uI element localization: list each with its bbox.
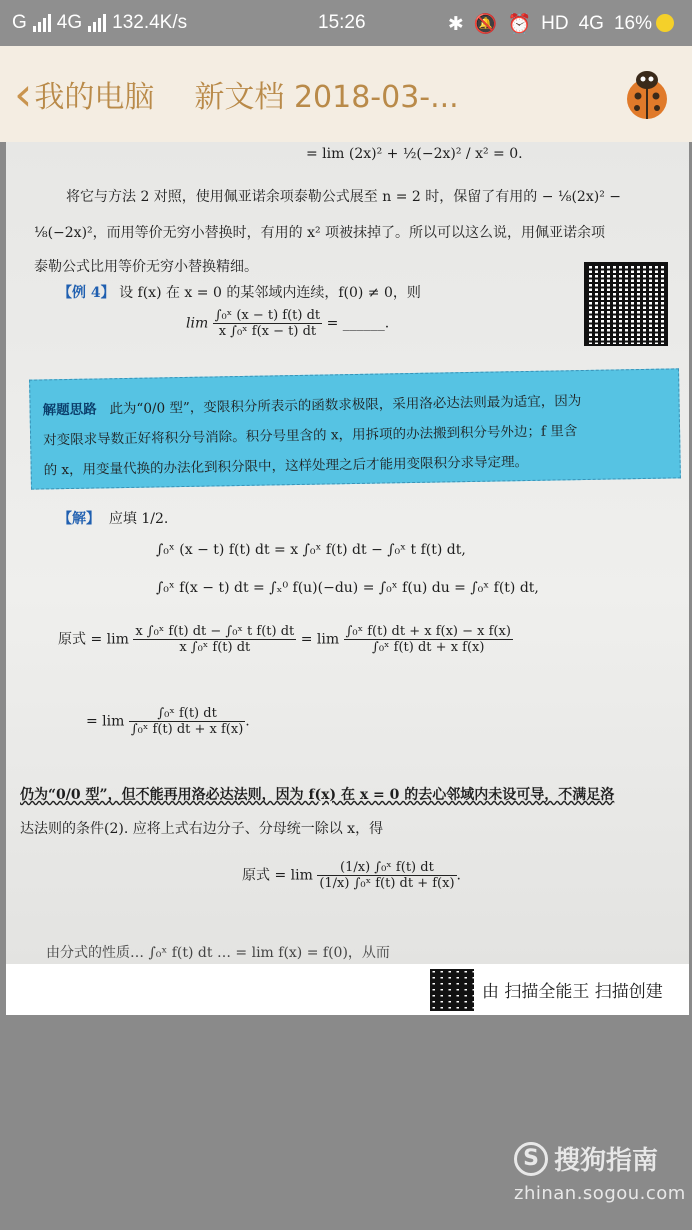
back-chevron-icon[interactable]: ‹ xyxy=(14,67,33,121)
watermark-url: zhinan.sogou.com xyxy=(514,1183,686,1204)
watermark-brand: 搜狗指南 xyxy=(554,1146,659,1176)
hint-line: 对变限求导数正好将积分号消除。积分号里含的 x，用拆项的办法搬到积分号外边；f 里含 xyxy=(43,423,578,449)
equation-label: 原式 = lim xyxy=(242,867,313,884)
battery-icon xyxy=(656,14,674,32)
document-title: 新文档 2018-03-... xyxy=(194,80,459,115)
scanned-content: = lim (2x)² + ½(−2x)² / x² = 0. 将它与方法 2 对照，使用佩亚诺余项泰勒公式展至 n = 2 时，保留了有用的 − ⅛(2x)² − ⅛(−2x)²，而用等价无穷小替换时，有用的 x² 项被抹掉了。所以可以这么说，用佩亚诺余项 泰勒公式比用等价无穷小替换精细。 【例 4】 设 f(x) 在 x = 0 的某邻域内连续，f(0) ≠ 0，则 lim $\frac{\text{∫₀ˣ (x − t) f(t) dt}}{\text{x ∫₀ˣ f(x − t) dt}}$ = ______. 解题思路 此为“0/0 型”，变限积分所表示的函数求极限，采用洛必达法则最为适宜，因为 对变限求导数正好将积分号消除。积分号里含的 x，用拆项的办法搬到积分号外边；f 里含 的 x，用变量代换的办法化到积分限中，这样处理之后才能用变限积分求导定理。 【解】 应填 1/2. ∫₀ˣ (x − t) f(t) dt = x ∫₀ˣ f(t) dt − ∫₀ˣ t f(t) dt, ∫₀ˣ f(x − t) dt = ∫ₓ⁰ f(u)(−du) = ∫₀ˣ f(u) du = ∫₀ˣ f(t) dt, 原式 = lim $\frac{\text{x ∫₀ˣ f(t) dt − ∫₀ˣ t f(t) dt}}{\text{x ∫₀ˣ f(t) dt}}$ = lim $\frac{\text{∫₀ˣ f(t) dt + x f(x) − x f(x)}}{\text{∫₀ˣ f(t) dt + x f(x)}}$ = lim $\frac{\text{∫₀ˣ f(t) dt}}{\text{∫₀ˣ f(t) dt + x f(x)}}$ . 仍为“0/0 型”，但不能再用洛必达法则，因为 f(x) 在 x = 0 的去心邻域内未设可导，不满足洛 达法则的条件(2). 应将上式右边分子、分母统一除以 x，得 原式 = lim $\frac{\text{(1/x) ∫₀ˣ f(t) dt}}{\text{(1/x) ∫₀ˣ f(t) dt + f(x)}}$ . 由分式的性质… ∫₀ˣ f(t) dt … = lim f(x) = f(0)，从而 xyxy=(6,142,689,964)
scan-footer xyxy=(6,964,689,1015)
alarm-icon: ⏰ xyxy=(507,14,532,35)
equation-label: 原式 = lim xyxy=(58,631,129,648)
document-page[interactable] xyxy=(6,142,689,1015)
sogou-logo-icon: S xyxy=(514,1142,548,1176)
status-bar xyxy=(0,0,692,46)
paragraph-line: ⅛(−2x)²，而用等价无穷小替换时，有用的 x² 项被抹掉了。所以可以这么说，用佩亚诺余项 xyxy=(34,225,606,241)
paragraph-line: 泰勒公式比用等价无穷小替换精细。 xyxy=(34,259,258,275)
back-button[interactable]: 我的电脑 xyxy=(34,80,155,115)
example-tag: 【例 4】 xyxy=(58,285,115,301)
signal-icon xyxy=(33,14,51,32)
example-formula: $\frac{\text{∫₀ˣ (x − t) f(t) dt}}{\text{x ∫₀ˣ f(x − t) dt}}$ xyxy=(214,308,321,339)
network-speed: 132.4K/s xyxy=(112,12,188,33)
battery-percent: 16% xyxy=(613,13,652,34)
qr-code-icon xyxy=(584,262,668,346)
hint-line: 此为“0/0 型”，变限积分所表示的函数求极限，采用洛必达法则最为适宜，因为 xyxy=(109,393,582,418)
equation-line: ∫₀ˣ f(x − t) dt = ∫ₓ⁰ f(u)(−du) = ∫₀ˣ f(u) du = ∫₀ˣ f(t) dt, xyxy=(156,580,539,596)
equation-line: ∫₀ˣ (x − t) f(t) dt = x ∫₀ˣ f(t) dt − ∫₀ˣ t f(t) dt, xyxy=(156,542,466,558)
clock: 15:26 xyxy=(318,12,366,33)
footer-text: 由 扫描全能王 扫描创建 xyxy=(482,982,663,1002)
hd-label: HD xyxy=(541,13,569,34)
example-blank: = ______. xyxy=(326,315,390,332)
solution-tag: 【解】 xyxy=(58,511,100,527)
mute-icon: 🔕 xyxy=(473,14,498,35)
ladybug-icon[interactable] xyxy=(622,66,672,122)
equation-fraction: $\frac{\text{x ∫₀ˣ f(t) dt − ∫₀ˣ t f(t) dt}}{\text{x ∫₀ˣ f(t) dt}}$ xyxy=(135,624,295,655)
carrier-label: G xyxy=(12,12,27,33)
sogou-watermark xyxy=(514,1140,686,1204)
qr-code-icon xyxy=(430,969,474,1011)
equation-fraction: $\frac{\text{∫₀ˣ f(t) dt}}{\text{∫₀ˣ f(t) dt + x f(x)}}$ xyxy=(130,706,244,737)
hint-title: 解题思路 xyxy=(42,401,97,419)
hint-line: 的 x，用变量代换的办法化到积分限中，这样处理之后才能用变限积分求导定理。 xyxy=(43,453,529,479)
title-bar xyxy=(0,46,692,142)
solution-answer: 应填 1/2. xyxy=(108,511,169,527)
example-text: 设 f(x) 在 x = 0 的某邻域内连续，f(0) ≠ 0，则 xyxy=(119,285,421,301)
paragraph-line: 将它与方法 2 对照，使用佩亚诺余项泰勒公式展至 n = 2 时，保留了有用的 − ⅛(2x)² − xyxy=(66,189,621,205)
network-type-label: 4G xyxy=(56,12,83,33)
signal-icon-2 xyxy=(88,14,106,32)
formula-top: = lim (2x)² + ½(−2x)² / x² = 0. xyxy=(306,146,523,162)
paragraph-line: 仍为“0/0 型”，但不能再用洛必达法则，因为 f(x) 在 x = 0 的去心邻域内未设可导，不满足洛 xyxy=(20,787,615,803)
equation-fraction: $\frac{\text{∫₀ˣ f(t) dt + x f(x) − x f(x)}}{\text{∫₀ˣ f(t) dt + x f(x)}}$ xyxy=(345,624,511,655)
cutoff-line: 由分式的性质… ∫₀ˣ f(t) dt … = lim f(x) = f(0)，从而 xyxy=(46,945,390,961)
equation-fraction: $\frac{\text{(1/x) ∫₀ˣ f(t) dt}}{\text{(1/x) ∫₀ˣ f(t) dt + f(x)}}$ xyxy=(319,860,455,891)
network-type-2: 4G xyxy=(578,13,604,34)
bluetooth-icon: ✱ xyxy=(447,13,464,35)
paragraph-line: 达法则的条件(2). 应将上式右边分子、分母统一除以 x，得 xyxy=(20,821,384,837)
hint-box xyxy=(29,368,681,489)
